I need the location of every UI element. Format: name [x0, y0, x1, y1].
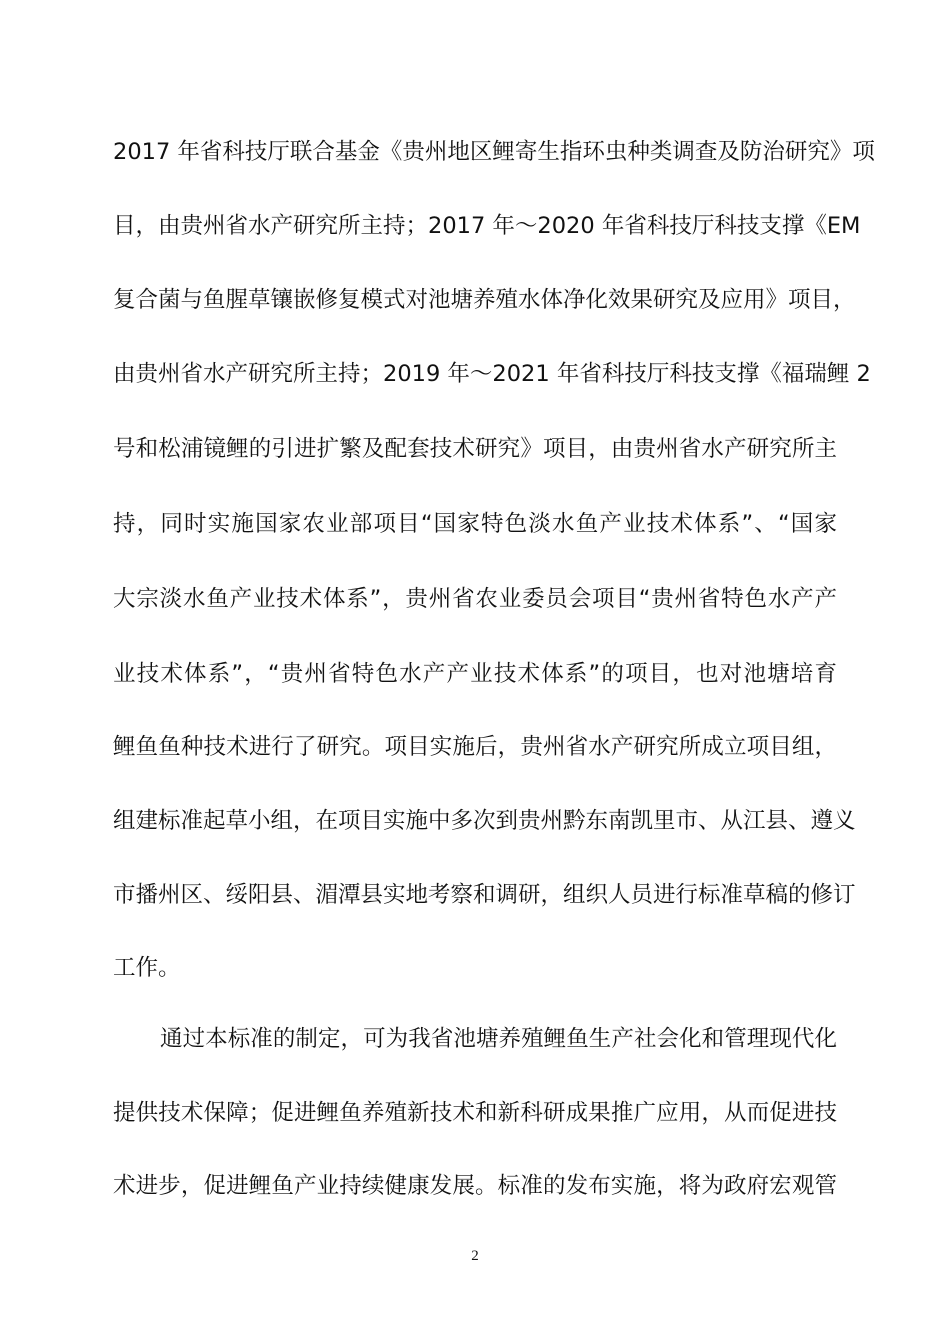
text-line: 目，由贵州省水产研究所主持；2017 年～2020 年省科技厅科技支撑《EM: [113, 213, 861, 239]
text-line: 术进步，促进鲤鱼产业持续健康发展。标准的发布实施，将为政府宏观管: [113, 1173, 837, 1199]
text-line: 组建标准起草小组，在项目实施中多次到贵州黔东南凯里市、从江县、遵义: [113, 808, 856, 834]
text-line: 由贵州省水产研究所主持；2019 年～2021 年省科技厅科技支撑《福瑞鲤 2: [113, 361, 871, 387]
text-line: 业技术体系”，“贵州省特色水产产业技术体系”的项目，也对池塘培育: [113, 661, 837, 687]
text-line: 大宗淡水鱼产业技术体系”，贵州省农业委员会项目“贵州省特色水产产: [113, 586, 837, 612]
text-line: 复合菌与鱼腥草镶嵌修复模式对池塘养殖水体净化效果研究及应用》项目，: [113, 287, 856, 313]
text-line: 通过本标准的制定，可为我省池塘养殖鲤鱼生产社会化和管理现代化: [160, 1026, 837, 1052]
text-line: 2017 年省科技厅联合基金《贵州地区鲤寄生指环虫种类调查及防治研究》项: [113, 139, 875, 165]
text-line: 市播州区、绥阳县、湄潭县实地考察和调研，组织人员进行标准草稿的修订: [113, 882, 856, 908]
text-line: 工作。: [113, 955, 181, 981]
text-line: 鲤鱼鱼种技术进行了研究。项目实施后，贵州省水产研究所成立项目组，: [113, 734, 837, 760]
text-line: 持，同时实施国家农业部项目“国家特色淡水鱼产业技术体系”、“国家: [113, 511, 837, 537]
text-line: 提供技术保障；促进鲤鱼养殖新技术和新科研成果推广应用，从而促进技: [113, 1100, 837, 1126]
text-line: 号和松浦镜鲤的引进扩繁及配套技术研究》项目，由贵州省水产研究所主: [113, 436, 837, 462]
page-number: 2: [471, 1248, 479, 1264]
